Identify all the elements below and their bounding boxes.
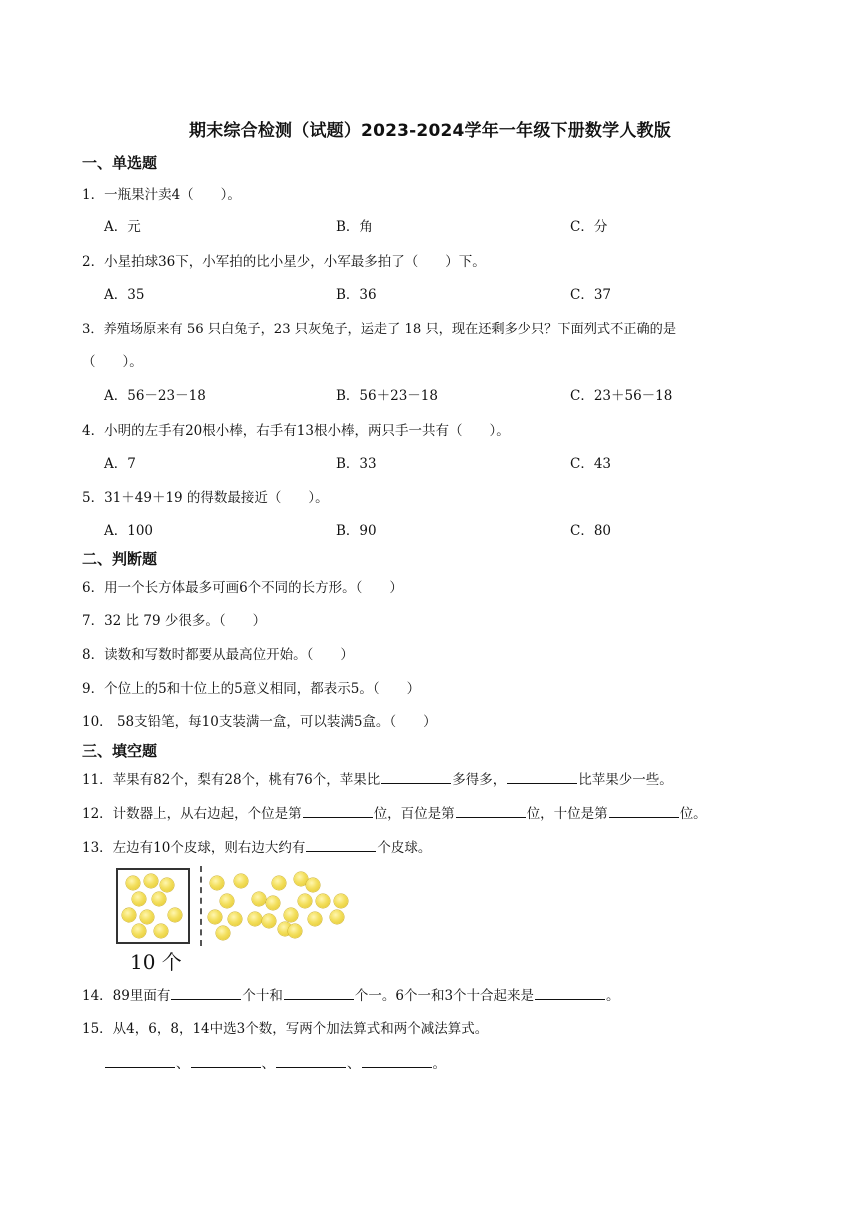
divider-line bbox=[200, 866, 202, 946]
ball-icon bbox=[216, 926, 230, 940]
option-a: A．35 bbox=[104, 287, 145, 303]
question-2: 2．小星拍球36下，小军拍的比小星少，小军最多拍了（ ）下。 bbox=[82, 254, 486, 270]
question-5: 5．31＋49＋19 的得数最接近（ ）。 bbox=[82, 490, 329, 506]
balls-illustration bbox=[112, 866, 352, 972]
separator: 、 bbox=[347, 1056, 361, 1072]
option-c: C．43 bbox=[570, 456, 612, 472]
answer-blank[interactable] bbox=[535, 985, 605, 1000]
section-heading-true-false: 二、判断题 bbox=[82, 550, 158, 568]
ball-icon bbox=[308, 912, 322, 926]
ball-icon bbox=[122, 908, 136, 922]
question-7: 7．32 比 79 少很多。（ ） bbox=[82, 613, 267, 629]
section-heading-single-choice: 一、单选题 bbox=[82, 154, 158, 172]
question-14-text-1: 14．89里面有 bbox=[82, 988, 171, 1004]
answer-blank[interactable] bbox=[171, 985, 241, 1000]
section-heading-fill-blank: 三、填空题 bbox=[82, 742, 158, 760]
option-c: C．37 bbox=[570, 287, 612, 303]
ball-icon bbox=[168, 908, 182, 922]
ball-icon bbox=[154, 924, 168, 938]
ball-icon bbox=[152, 892, 166, 906]
page-title: 期末综合检测（试题）2023-2024学年一年级下册数学人教版 bbox=[189, 121, 671, 141]
ball-icon bbox=[252, 892, 266, 906]
answer-blank[interactable] bbox=[362, 1053, 432, 1068]
answer-blank[interactable] bbox=[609, 803, 679, 818]
ball-icon bbox=[132, 892, 146, 906]
ball-icon bbox=[288, 924, 302, 938]
question-14-text-4: 。 bbox=[606, 988, 620, 1004]
option-c: C．23＋56－18 bbox=[570, 388, 673, 404]
answer-blank[interactable] bbox=[456, 803, 526, 818]
question-8: 8．读数和写数时都要从最高位开始。（ ） bbox=[82, 647, 354, 663]
ball-icon bbox=[132, 924, 146, 938]
separator: 、 bbox=[261, 1056, 275, 1072]
question-13-text-1: 13．左边有10个皮球，则右边大约有 bbox=[82, 840, 306, 856]
question-12-text-2: 位，百位是第 bbox=[373, 806, 455, 822]
ball-icon bbox=[298, 894, 312, 908]
answer-blank[interactable] bbox=[303, 803, 373, 818]
answer-blank[interactable] bbox=[105, 1053, 175, 1068]
question-15: 15．从4，6，8，14中选3个数，写两个加法算式和两个减法算式。 bbox=[82, 1021, 489, 1037]
ball-icon bbox=[234, 874, 248, 888]
ball-icon bbox=[144, 874, 158, 888]
question-3: 3．养殖场原来有 56 只白兔子，23 只灰兔子，运走了 18 只，现在还剩多少只？下面列式不正确的是 bbox=[82, 322, 677, 337]
option-b: B．90 bbox=[336, 523, 377, 539]
option-b: B．36 bbox=[336, 287, 377, 303]
ball-icon bbox=[262, 914, 276, 928]
question-4: 4．小明的左手有20根小棒，右手有13根小棒，两只手一共有（ ）。 bbox=[82, 423, 510, 439]
ball-icon bbox=[220, 894, 234, 908]
question-11 bbox=[82, 768, 673, 788]
question-15-answer-line bbox=[104, 1052, 446, 1072]
ten-balls-box bbox=[116, 868, 190, 944]
question-12-text-4: 位。 bbox=[679, 806, 707, 822]
option-b: B．33 bbox=[336, 456, 377, 472]
ball-icon bbox=[306, 878, 320, 892]
option-a: A．56－23－18 bbox=[104, 388, 206, 404]
question-12-text-1: 12．计数器上，从右边起，个位是第 bbox=[82, 806, 302, 822]
question-11-text-3: 比苹果少一些。 bbox=[578, 772, 673, 788]
ball-icon bbox=[330, 910, 344, 924]
question-1: 1．一瓶果汁卖4（ ）。 bbox=[82, 187, 241, 203]
question-12 bbox=[82, 802, 707, 822]
answer-blank[interactable] bbox=[284, 985, 354, 1000]
separator: 、 bbox=[176, 1056, 190, 1072]
end-mark: 。 bbox=[432, 1056, 446, 1072]
answer-blank[interactable] bbox=[381, 769, 451, 784]
answer-blank[interactable] bbox=[276, 1053, 346, 1068]
figure-label: 10 个 bbox=[130, 950, 182, 974]
question-14-text-2: 个十和 bbox=[242, 988, 283, 1004]
ball-icon bbox=[140, 910, 154, 924]
option-b: B．56＋23－18 bbox=[336, 388, 438, 404]
option-a: A．100 bbox=[104, 523, 154, 539]
option-c: C．80 bbox=[570, 523, 612, 539]
answer-blank[interactable] bbox=[507, 769, 577, 784]
ball-icon bbox=[160, 878, 174, 892]
answer-blank[interactable] bbox=[191, 1053, 261, 1068]
ball-icon bbox=[334, 894, 348, 908]
question-13 bbox=[82, 836, 431, 856]
option-c: C．分 bbox=[570, 219, 608, 235]
option-a: A．7 bbox=[104, 456, 136, 472]
question-11-text-2: 多得多， bbox=[452, 772, 507, 788]
question-3-continued: （ ）。 bbox=[82, 354, 143, 370]
question-14-text-3: 个一。6个一和3个十合起来是 bbox=[354, 988, 535, 1004]
ball-icon bbox=[284, 908, 298, 922]
question-10: 10． 58支铅笔，每10支装满一盒，可以装满5盒。（ ） bbox=[82, 714, 437, 730]
ball-icon bbox=[210, 876, 224, 890]
ball-icon bbox=[126, 876, 140, 890]
ball-icon bbox=[248, 912, 262, 926]
question-13-text-2: 个皮球。 bbox=[377, 840, 432, 856]
option-a: A．元 bbox=[104, 219, 141, 235]
ball-icon bbox=[208, 910, 222, 924]
option-b: B．角 bbox=[336, 219, 373, 235]
question-9: 9．个位上的5和十位上的5意义相同，都表示5。（ ） bbox=[82, 681, 421, 697]
answer-blank[interactable] bbox=[306, 837, 376, 852]
ball-icon bbox=[272, 876, 286, 890]
ball-icon bbox=[228, 912, 242, 926]
ball-icon bbox=[316, 894, 330, 908]
question-14 bbox=[82, 984, 620, 1004]
question-11-text-1: 11．苹果有82个，梨有28个，桃有76个，苹果比 bbox=[82, 772, 381, 788]
ball-icon bbox=[266, 896, 280, 910]
question-6: 6．用一个长方体最多可画6个不同的长方形。（ ） bbox=[82, 580, 403, 596]
question-12-text-3: 位，十位是第 bbox=[526, 806, 608, 822]
